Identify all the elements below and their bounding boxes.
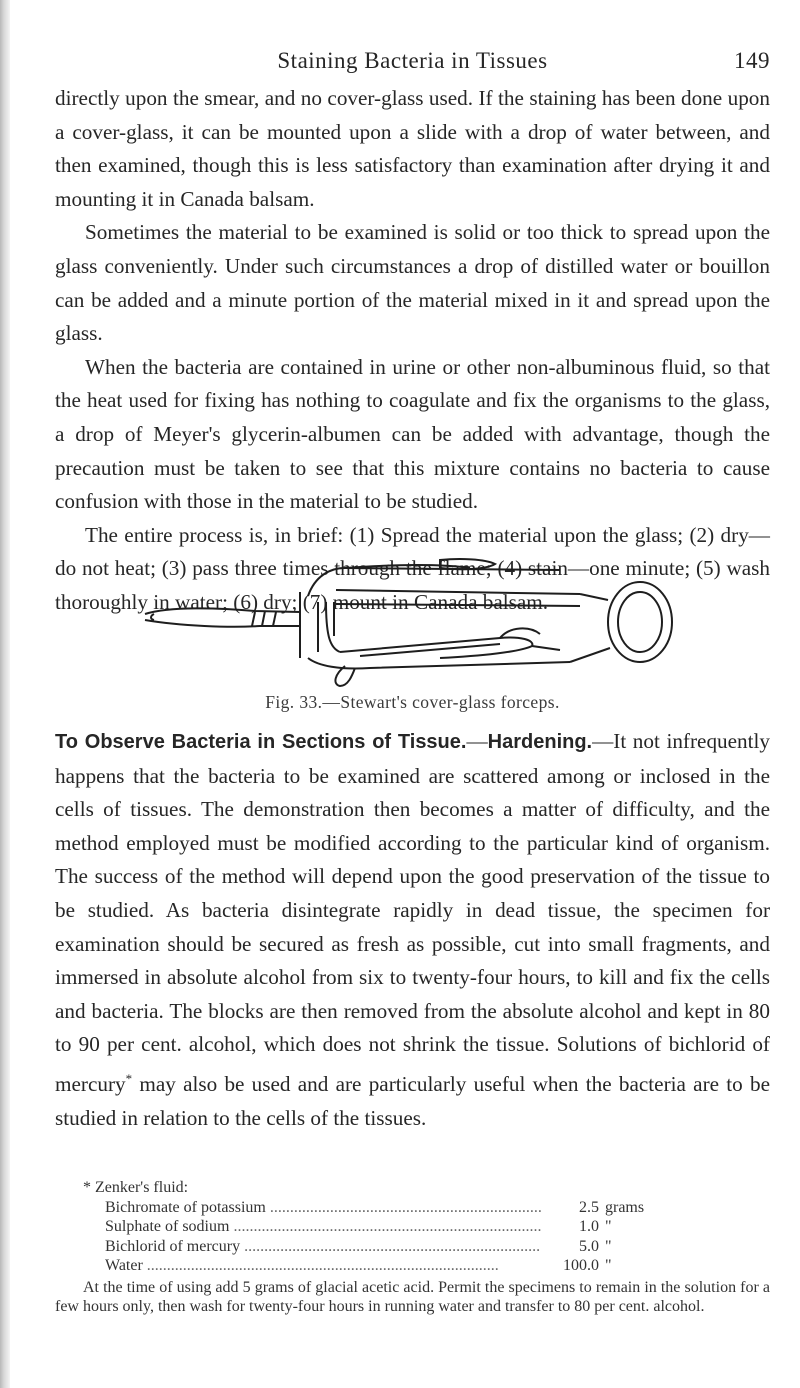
footnote-marker: * bbox=[125, 1070, 133, 1086]
page-number: 149 bbox=[734, 48, 770, 73]
recipe-ingredient: Sulphate of sodium ..... bbox=[105, 1217, 541, 1237]
recipe-row bbox=[105, 1198, 665, 1218]
book-spine-shadow bbox=[0, 0, 10, 1388]
recipe-unit: " bbox=[605, 1218, 612, 1235]
figure-caption: Fig. 33.—Stewart's cover-glass forceps. bbox=[265, 692, 560, 712]
section-subheading: Hardening. bbox=[487, 731, 593, 753]
recipe-row bbox=[105, 1217, 665, 1237]
recipe-row bbox=[105, 1237, 665, 1257]
paragraph-process-summary: The entire process is, in brief: (1) Spread the material upon the glass; (2) dry—do not heat; (3) pass three times through the flame; (4) stain—one minute; (5) wash thoroughly in water; (6) dry; (7) mount in Canada balsam. bbox=[55, 522, 770, 614]
recipe-quantity: 2.5 bbox=[541, 1198, 605, 1218]
recipe-unit: grams bbox=[605, 1198, 645, 1216]
recipe-ingredient: Water ..... bbox=[105, 1256, 541, 1276]
recipe-unit: " bbox=[605, 1257, 612, 1274]
section-text-after: may also be used and are particularly useful when the bacteria are to be studied in relation to the cells of the tissues. bbox=[55, 1072, 770, 1130]
section-paragraph: To Observe Bacteria in Sections of Tissue.—Hardening.—It not infrequently happens that the bacteria to be examined are scattered among or inclosed in the cells of tissues. The demonstration then becomes a matter of difficulty, and the method employed must be modified according to the particular kind of organism. The success of the method will depend upon the good preservation of the tissue to be studied. As bacteria disintegrate rapidly in dead tissue, the specimen for examination should be secured as fresh as possible, cut into small fragments, and immersed in absolute alcohol from six to twenty-four hours, to kill and fix the cells and bacteria. The blocks are then removed from the absolute alcohol and kept in 80 to 90 per cent. alcohol, which does not shrink the tissue. Solutions of bichlorid of mercury* may also be used and are particularly useful when the bacteria are to be studied in relation to the cells of the tissues. bbox=[55, 729, 770, 1130]
section-heading: To Observe Bacteria in Sections of Tissue. bbox=[55, 731, 467, 753]
paragraph-continuation: directly upon the smear, and no cover-glass used. If the staining has been done upon a cover-glass, it can be mounted upon a slide with a drop of water between, and then examined, though this is less satisfactory than examination after drying it and mounting it in Canada balsam. bbox=[55, 86, 770, 211]
section-text: It not infrequently happens that the bacteria to be examined are scattered among or inclosed in the cells of tissues. The demonstration then becomes a matter of difficulty, and the method employed must be modified according to the particular kind of organism. The success of the method will depend upon the good preservation of the tissue to be studied. As bacteria disintegrate rapidly in dead tissue, the specimen for examination should be secured as fresh as possible, cut into small fragments, and immersed in absolute alcohol from six to twenty-four hours, to kill and fix the cells and bacteria. The blocks are then removed from the absolute alcohol and kept in 80 to 90 per cent. alcohol, which does not shrink the tissue. Solutions of bichlorid of mercury bbox=[55, 729, 770, 1096]
paragraph-urine-fluid: When the bacteria are contained in urine or other non-albuminous fluid, so that the heat used for fixing has nothing to coagulate and fix the organisms to the glass, a drop of Meyer's glycerin-albumen can be added with advantage, though the precaution must be taken to see that this mixture contains no bacteria to cause confusion with those in the material to be studied. bbox=[55, 354, 770, 514]
recipe-quantity: 5.0 bbox=[541, 1237, 605, 1257]
recipe-ingredient: Bichlorid of mercury ..... bbox=[105, 1237, 541, 1257]
footnote-heading: * Zenker's fluid: bbox=[83, 1179, 189, 1196]
recipe-unit: " bbox=[605, 1237, 612, 1255]
body-text-section bbox=[55, 725, 770, 1135]
recipe-ingredient: Bichromate of potassium ..... bbox=[105, 1198, 541, 1218]
running-head bbox=[55, 48, 770, 80]
body-text-top bbox=[55, 82, 770, 620]
footnote bbox=[55, 1178, 770, 1317]
running-title: Staining Bacteria in Tissues bbox=[277, 48, 548, 73]
recipe-quantity: 100.0 bbox=[541, 1256, 605, 1276]
paragraph-thick-material: Sometimes the material to be examined is solid or too thick to spread upon the glass conveniently. Under such circumstances a drop of distilled water or bouillon can be added and a minute portion of the material mixed in it and spread upon the glass. bbox=[55, 220, 770, 346]
forceps-illustration bbox=[140, 556, 685, 688]
recipe-row bbox=[105, 1256, 665, 1276]
footnote-note: At the time of using add 5 grams of glacial acetic acid. Permit the specimens to remain in the solution for a few hours only, then wash for twenty-four hours in running water and transfer to 80 per cent. alcohol. bbox=[55, 1278, 770, 1315]
recipe-quantity: 1.0 bbox=[541, 1217, 605, 1237]
footnote-recipe-table bbox=[105, 1198, 665, 1276]
